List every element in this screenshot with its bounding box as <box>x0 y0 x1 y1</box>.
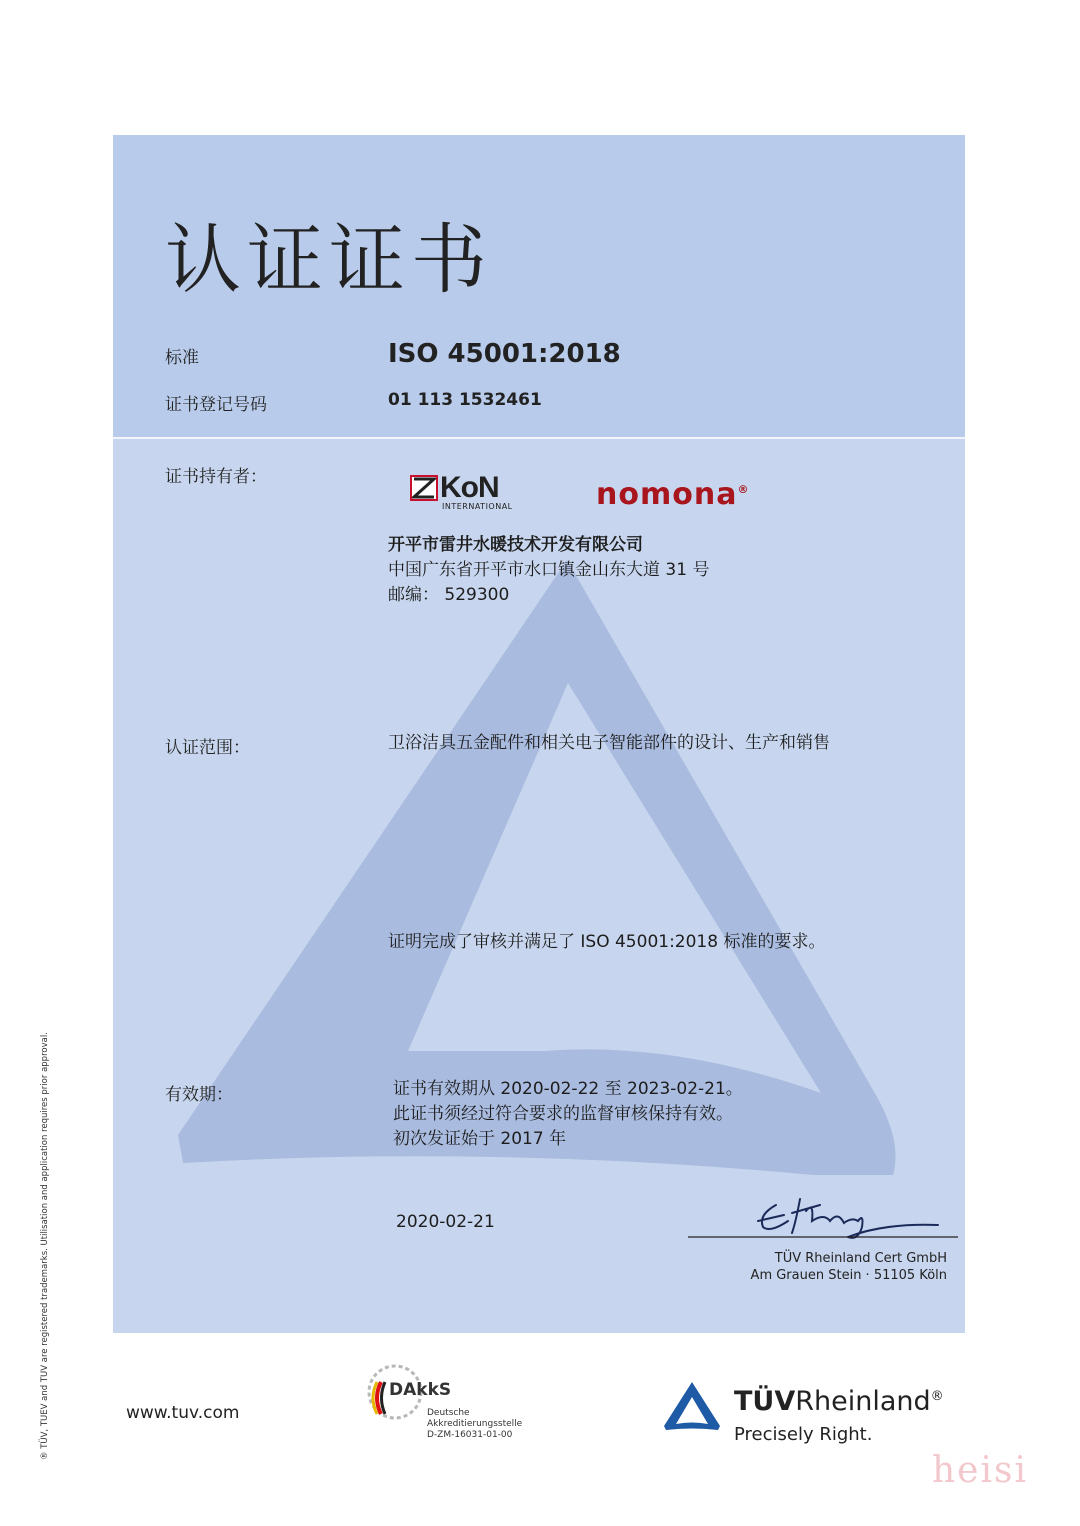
kon-subtitle: INTERNATIONAL <box>442 502 513 511</box>
tuv-registered-mark: ® <box>930 1389 944 1404</box>
standard-label: 标准 <box>165 348 199 368</box>
kon-z-icon <box>410 475 438 501</box>
holder-label: 证书持有者： <box>165 467 267 487</box>
certificate-title: 认证证书 <box>165 215 493 304</box>
dakks-logo <box>365 1362 535 1442</box>
tuv-website-link[interactable]: www.tuv.com <box>126 1403 240 1423</box>
dakks-line-2: Akkreditierungsstelle <box>427 1419 523 1429</box>
dakks-line-1: Deutsche <box>427 1408 470 1418</box>
tuv-slogan: Precisely Right. <box>734 1424 873 1445</box>
tuv-brand-bold: TÜV <box>734 1386 796 1417</box>
validity-line-3: 初次发证始于 2017 年 <box>393 1129 567 1149</box>
nomona-text: nomona <box>596 477 738 512</box>
tuv-brand-rest: Rheinland <box>795 1386 931 1417</box>
scope-value: 卫浴洁具五金配件和相关电子智能部件的设计、生产和销售 <box>388 733 830 753</box>
tuv-brand <box>734 1386 944 1417</box>
validity-label: 有效期： <box>165 1085 233 1105</box>
dakks-line-3: D-ZM-16031-01-00 <box>427 1430 513 1440</box>
dakks-title: DAkkS <box>389 1380 452 1400</box>
holder-company: 开平市雷井水暖技术开发有限公司 <box>388 535 643 555</box>
issue-date: 2020-02-21 <box>396 1212 495 1232</box>
holder-postcode: 邮编： 529300 <box>388 585 510 605</box>
issuer-address: Am Grauen Stein · 51105 Köln <box>750 1268 947 1283</box>
tuv-rheinland-logo <box>662 1376 962 1456</box>
nomona-logo <box>596 477 749 512</box>
watermark-text: heisi <box>932 1450 1028 1491</box>
standard-value: ISO 45001:2018 <box>388 339 621 369</box>
kon-text: KoN <box>440 471 499 504</box>
compliance-statement: 证明完成了审核并满足了 ISO 45001:2018 标准的要求。 <box>388 932 826 952</box>
registration-label: 证书登记号码 <box>165 395 267 415</box>
validity-line-1: 证书有效期从 2020-02-22 至 2023-02-21。 <box>393 1079 743 1099</box>
kon-logo <box>410 471 513 511</box>
tuv-triangle-icon <box>662 1380 722 1434</box>
holder-address: 中国广东省开平市水口镇金山东大道 31 号 <box>388 560 710 580</box>
scope-label: 认证范围： <box>165 738 250 758</box>
dakks-emblem-icon <box>365 1362 425 1438</box>
trademark-note: ® TÜV, TUEV and TUV are registered trademarks. Utilisation and application requires prior approval. <box>40 1032 50 1460</box>
issuer-name: TÜV Rheinland Cert GmbH <box>774 1251 947 1266</box>
dakks-subtitle <box>427 1408 522 1441</box>
validity-line-2: 此证书须经过符合要求的监督审核保持有效。 <box>393 1104 733 1124</box>
certificate-panel <box>113 135 965 1333</box>
signature-image <box>688 1175 958 1245</box>
nomona-registered-mark: ® <box>737 483 750 496</box>
registration-number: 01 113 1532461 <box>388 390 542 410</box>
